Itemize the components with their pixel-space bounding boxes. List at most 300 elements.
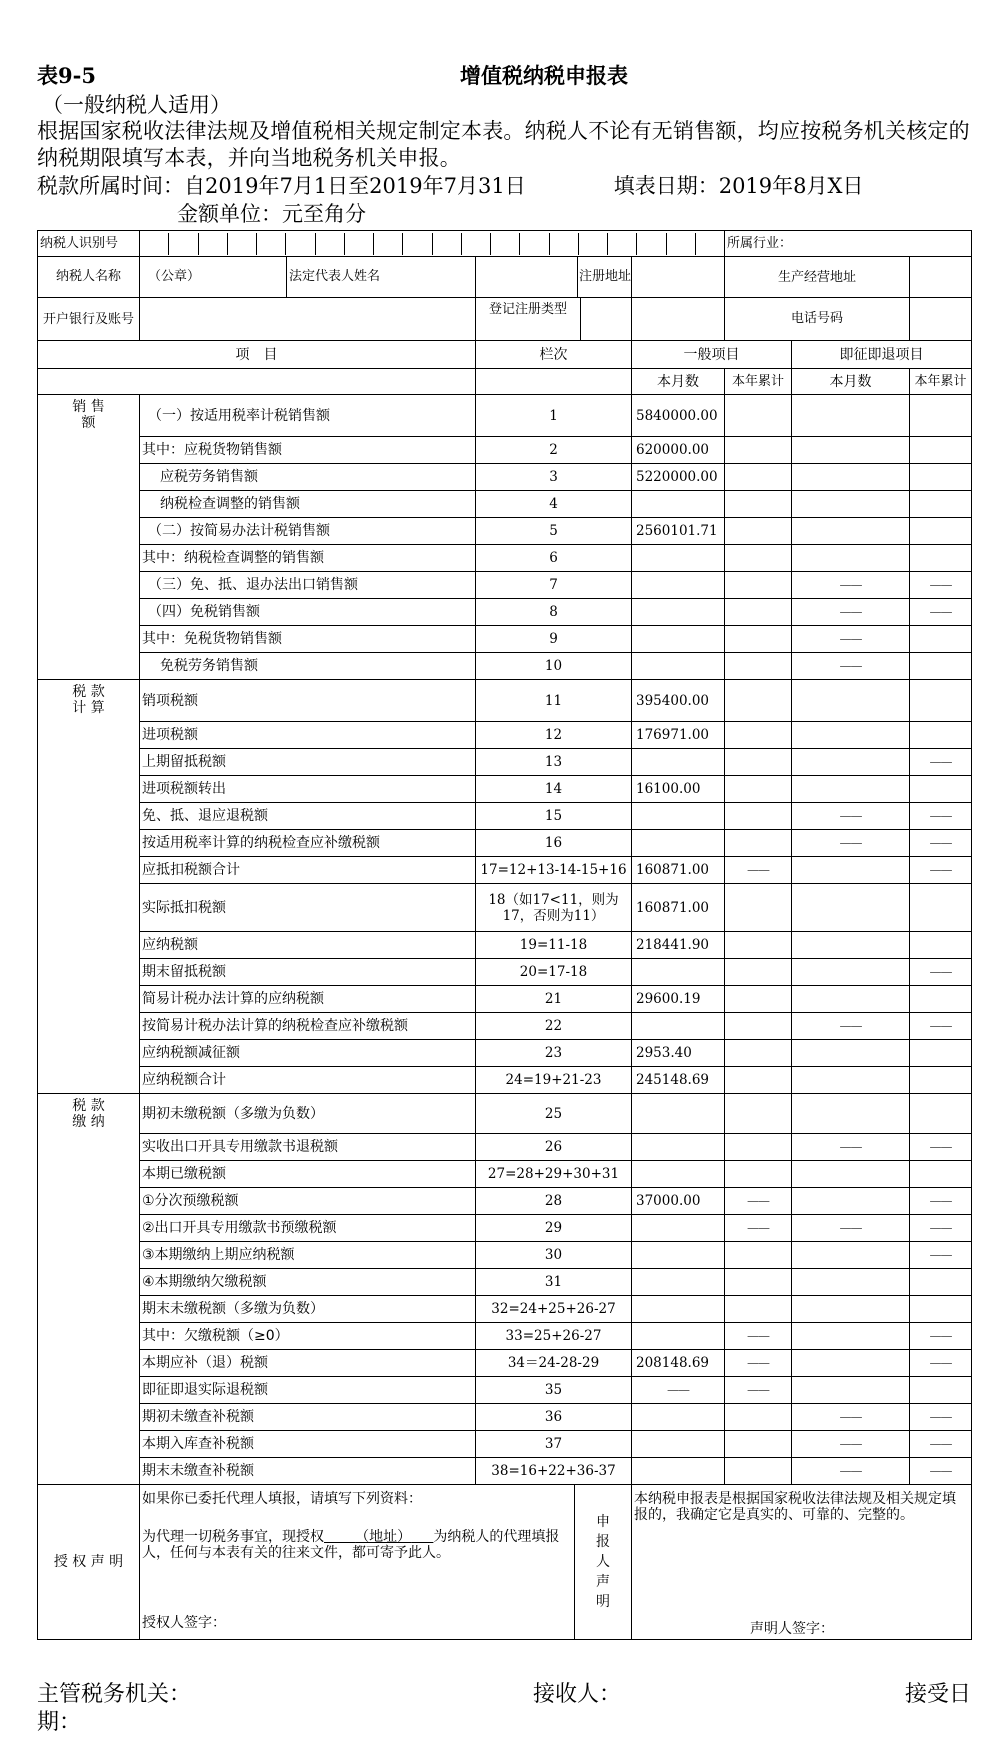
cell-general-month[interactable] bbox=[632, 1269, 725, 1296]
cell-general-month[interactable] bbox=[632, 749, 725, 776]
row-line-number: 22 bbox=[476, 1013, 632, 1040]
cell-refund-month[interactable] bbox=[792, 884, 910, 932]
cell-refund-ytd[interactable] bbox=[910, 1161, 972, 1188]
table-row bbox=[38, 1431, 972, 1458]
cell-general-month[interactable] bbox=[632, 830, 725, 857]
col-item-header: 项 目 bbox=[38, 341, 476, 369]
table-row bbox=[38, 599, 972, 626]
industry-label: 所属行业： bbox=[725, 231, 972, 257]
cell-general-ytd[interactable] bbox=[725, 437, 792, 464]
cell-general-ytd[interactable] bbox=[725, 1134, 792, 1161]
cell-refund-ytd: —— bbox=[910, 1134, 972, 1161]
biz-address-field[interactable] bbox=[910, 257, 972, 298]
table-row bbox=[38, 395, 972, 437]
cell-general-ytd: —— bbox=[725, 1377, 792, 1404]
cell-refund-ytd[interactable] bbox=[910, 545, 972, 572]
cell-refund-ytd[interactable] bbox=[910, 518, 972, 545]
cell-refund-ytd[interactable] bbox=[910, 1040, 972, 1067]
row-item-label: 本期应补（退）税额 bbox=[140, 1350, 476, 1377]
section-spacer bbox=[38, 437, 140, 464]
row-line-number: 21 bbox=[476, 986, 632, 1013]
col-refund-header: 即征即退项目 bbox=[792, 341, 972, 369]
cell-refund-ytd: —— bbox=[910, 1242, 972, 1269]
row-line-number: 35 bbox=[476, 1377, 632, 1404]
section-spacer bbox=[38, 830, 140, 857]
form-subtitle: （一般纳税人适用） bbox=[42, 93, 231, 117]
section-spacer bbox=[38, 884, 140, 932]
cell-general-month[interactable] bbox=[632, 1431, 725, 1458]
table-row bbox=[38, 464, 972, 491]
col-refund-month: 本月数 bbox=[792, 369, 910, 395]
row-line-number: 2 bbox=[476, 437, 632, 464]
cell-refund-ytd[interactable] bbox=[910, 437, 972, 464]
cell-refund-ytd: —— bbox=[910, 1350, 972, 1377]
bank-label: 开户银行及账号 bbox=[38, 298, 140, 341]
cell-general-ytd[interactable] bbox=[725, 1094, 792, 1134]
section-spacer bbox=[38, 1134, 140, 1161]
section-spacer bbox=[38, 599, 140, 626]
table-row bbox=[38, 1161, 972, 1188]
section-spacer bbox=[38, 803, 140, 830]
cell-refund-ytd: —— bbox=[910, 1323, 972, 1350]
form-title: 增值税纳税申报表 bbox=[460, 64, 628, 88]
legal-rep-field[interactable] bbox=[476, 257, 632, 298]
cell-general-ytd[interactable] bbox=[725, 1161, 792, 1188]
row-line-number: 37 bbox=[476, 1431, 632, 1458]
cell-general-ytd: —— bbox=[725, 1188, 792, 1215]
cell-refund-month[interactable] bbox=[792, 491, 910, 518]
cell-general-month[interactable] bbox=[632, 959, 725, 986]
table-row bbox=[38, 857, 972, 884]
cell-refund-month[interactable] bbox=[792, 518, 910, 545]
cell-refund-month: —— bbox=[792, 1134, 910, 1161]
cell-refund-ytd[interactable] bbox=[910, 1269, 972, 1296]
cell-refund-ytd[interactable] bbox=[910, 776, 972, 803]
cell-refund-ytd[interactable] bbox=[910, 932, 972, 959]
cell-general-ytd[interactable] bbox=[725, 1040, 792, 1067]
cell-refund-ytd[interactable] bbox=[910, 884, 972, 932]
cell-general-month[interactable] bbox=[632, 653, 725, 680]
declarant-signature: 声明人签字： bbox=[750, 1621, 834, 1637]
section-spacer bbox=[38, 464, 140, 491]
row-item-label: 本期入库查补税额 bbox=[140, 1431, 476, 1458]
table-row bbox=[38, 1296, 972, 1323]
cell-general-ytd[interactable] bbox=[725, 491, 792, 518]
declarant-statement: 本纳税申报表是根据国家税收法律法规及相关规定填报的，我确定它是真实的、可靠的、完整的。 声明人签字： bbox=[632, 1485, 972, 1640]
legal-rep-label: 法定代表人姓名 bbox=[286, 257, 380, 297]
cell-refund-ytd[interactable] bbox=[910, 1377, 972, 1404]
cell-general-ytd[interactable] bbox=[725, 1013, 792, 1040]
row-item-label: 本期已缴税额 bbox=[140, 1161, 476, 1188]
row-line-number: 6 bbox=[476, 545, 632, 572]
cell-general-month[interactable] bbox=[632, 803, 725, 830]
cell-refund-ytd[interactable] bbox=[910, 491, 972, 518]
section-spacer bbox=[38, 626, 140, 653]
row-line-number: 29 bbox=[476, 1215, 632, 1242]
cell-refund-month[interactable] bbox=[792, 680, 910, 722]
cell-refund-month: —— bbox=[792, 1431, 910, 1458]
section-spacer bbox=[38, 749, 140, 776]
cell-general-month[interactable]: 160871.00 bbox=[632, 857, 725, 884]
col-line-header: 栏次 bbox=[476, 341, 632, 369]
row-item-label: 应抵扣税额合计 bbox=[140, 857, 476, 884]
section-spacer bbox=[38, 1296, 140, 1323]
row-item-label: 纳税检查调整的销售额 bbox=[140, 491, 476, 518]
row-item-label: （四）免税销售额 bbox=[140, 599, 476, 626]
table-row bbox=[38, 1404, 972, 1431]
section-spacer bbox=[38, 1215, 140, 1242]
row-item-label: 实际抵扣税额 bbox=[140, 884, 476, 932]
bank-field[interactable] bbox=[140, 298, 476, 341]
section-spacer bbox=[38, 653, 140, 680]
biz-address-label: 生产经营地址 bbox=[725, 257, 910, 298]
row-line-number: 9 bbox=[476, 626, 632, 653]
table-row bbox=[38, 1134, 972, 1161]
cell-general-month[interactable] bbox=[632, 545, 725, 572]
auth-address: （地址） bbox=[355, 1529, 412, 1545]
section-spacer bbox=[38, 1458, 140, 1485]
cell-refund-month: —— bbox=[792, 1404, 910, 1431]
cell-general-ytd[interactable] bbox=[725, 959, 792, 986]
table-row bbox=[38, 1094, 972, 1134]
cell-refund-month: —— bbox=[792, 830, 910, 857]
table-row bbox=[38, 653, 972, 680]
cell-refund-month[interactable] bbox=[792, 1269, 910, 1296]
phone-label: 电话号码 bbox=[725, 298, 910, 341]
cell-general-ytd[interactable] bbox=[725, 1431, 792, 1458]
table-row bbox=[38, 932, 972, 959]
cell-refund-ytd[interactable] bbox=[910, 653, 972, 680]
cell-refund-month[interactable] bbox=[792, 749, 910, 776]
row-item-label: 销项税额 bbox=[140, 680, 476, 722]
auth-label: 授 权 声 明 bbox=[38, 1485, 140, 1640]
cell-general-ytd: —— bbox=[725, 1350, 792, 1377]
info-row-3 bbox=[38, 298, 972, 341]
cell-refund-month[interactable] bbox=[792, 959, 910, 986]
table-row bbox=[38, 1323, 972, 1350]
cell-general-month[interactable] bbox=[632, 1094, 725, 1134]
table-row bbox=[38, 1350, 972, 1377]
cell-refund-month: —— bbox=[792, 1215, 910, 1242]
row-line-number: 11 bbox=[476, 680, 632, 722]
row-item-label: 期末未缴查补税额 bbox=[140, 1458, 476, 1485]
row-item-label: 即征即退实际退税额 bbox=[140, 1377, 476, 1404]
cell-general-ytd[interactable] bbox=[725, 680, 792, 722]
cell-general-month[interactable] bbox=[632, 599, 725, 626]
cell-general-month[interactable]: 176971.00 bbox=[632, 722, 725, 749]
row-item-label: （三）免、抵、退办法出口销售额 bbox=[140, 572, 476, 599]
row-line-number: 7 bbox=[476, 572, 632, 599]
cell-general-month[interactable]: 160871.00 bbox=[632, 884, 725, 932]
cell-refund-ytd: —— bbox=[910, 1188, 972, 1215]
period-line bbox=[37, 172, 977, 228]
section-spacer bbox=[38, 1431, 140, 1458]
col-refund-ytd: 本年累计 bbox=[910, 369, 972, 395]
cell-refund-ytd[interactable] bbox=[910, 722, 972, 749]
cell-refund-ytd: —— bbox=[910, 599, 972, 626]
section-spacer bbox=[38, 1040, 140, 1067]
table-row bbox=[38, 884, 972, 932]
row-item-label: 其中：应税货物销售额 bbox=[140, 437, 476, 464]
cell-refund-month[interactable] bbox=[792, 437, 910, 464]
auth-line1: 如果你已委托代理人填报，请填写下列资料： bbox=[142, 1491, 422, 1507]
row-item-label: 期末未缴税额（多缴为负数） bbox=[140, 1296, 476, 1323]
period-value: 自2019年7月1日至2019年7月31日 bbox=[184, 174, 526, 198]
cell-refund-ytd: —— bbox=[910, 1404, 972, 1431]
section-spacer bbox=[38, 857, 140, 884]
table-row bbox=[38, 776, 972, 803]
cell-general-ytd[interactable] bbox=[725, 1269, 792, 1296]
table-row bbox=[38, 518, 972, 545]
table-row bbox=[38, 1067, 972, 1094]
table-row bbox=[38, 830, 972, 857]
reg-type-field[interactable] bbox=[632, 298, 725, 341]
row-line-number: 15 bbox=[476, 803, 632, 830]
cell-general-month[interactable]: 16100.00 bbox=[632, 776, 725, 803]
row-line-number: 34＝24-28-29 bbox=[476, 1350, 632, 1377]
table-row bbox=[38, 1188, 972, 1215]
cell-general-ytd[interactable] bbox=[725, 803, 792, 830]
cell-refund-month[interactable] bbox=[792, 1188, 910, 1215]
row-line-number: 36 bbox=[476, 1404, 632, 1431]
cell-refund-ytd[interactable] bbox=[910, 395, 972, 437]
table-row bbox=[38, 1013, 972, 1040]
cell-general-ytd[interactable] bbox=[725, 572, 792, 599]
cell-general-month[interactable] bbox=[632, 1134, 725, 1161]
cell-refund-month[interactable] bbox=[792, 1323, 910, 1350]
cell-refund-ytd[interactable] bbox=[910, 626, 972, 653]
table-row bbox=[38, 680, 972, 722]
cell-general-ytd[interactable] bbox=[725, 464, 792, 491]
cell-general-ytd[interactable] bbox=[725, 518, 792, 545]
row-line-number: 17=12+13-14-15+16 bbox=[476, 857, 632, 884]
cell-general-month[interactable]: 2560101.71 bbox=[632, 518, 725, 545]
cell-refund-ytd: —— bbox=[910, 1431, 972, 1458]
cell-general-ytd[interactable] bbox=[725, 884, 792, 932]
row-line-number: 27=28+29+30+31 bbox=[476, 1161, 632, 1188]
cell-general-month[interactable]: 5220000.00 bbox=[632, 464, 725, 491]
cell-general-ytd[interactable] bbox=[725, 986, 792, 1013]
cell-refund-ytd: —— bbox=[910, 1013, 972, 1040]
cell-refund-month: —— bbox=[792, 803, 910, 830]
footer-receiver: 接收人： bbox=[533, 1682, 622, 1707]
cell-general-ytd[interactable] bbox=[725, 1296, 792, 1323]
cell-refund-month[interactable] bbox=[792, 722, 910, 749]
table-row bbox=[38, 803, 972, 830]
cell-refund-month[interactable] bbox=[792, 1377, 910, 1404]
row-item-label: 期末留抵税额 bbox=[140, 959, 476, 986]
section-spacer bbox=[38, 1242, 140, 1269]
reg-address-label: 注册地址 bbox=[577, 257, 631, 297]
cell-refund-month: —— bbox=[792, 626, 910, 653]
cell-refund-month[interactable] bbox=[792, 1161, 910, 1188]
cell-refund-month: —— bbox=[792, 599, 910, 626]
auth-line2b: 为纳税人的代理填报人，任何与本表有关的往来文件，都可寄予此人。 bbox=[142, 1529, 560, 1561]
cell-general-month[interactable]: 29600.19 bbox=[632, 986, 725, 1013]
cell-general-month[interactable] bbox=[632, 1296, 725, 1323]
unit-value: 元至角分 bbox=[282, 202, 366, 226]
cell-general-ytd: —— bbox=[725, 857, 792, 884]
cell-general-ytd[interactable] bbox=[725, 722, 792, 749]
cell-general-month[interactable]: 620000.00 bbox=[632, 437, 725, 464]
row-line-number: 13 bbox=[476, 749, 632, 776]
cell-general-ytd[interactable] bbox=[725, 1458, 792, 1485]
cell-general-ytd[interactable] bbox=[725, 776, 792, 803]
section-spacer bbox=[38, 572, 140, 599]
cell-refund-ytd[interactable] bbox=[910, 464, 972, 491]
row-item-label: 上期留抵税额 bbox=[140, 749, 476, 776]
cell-general-ytd[interactable] bbox=[725, 599, 792, 626]
table-row bbox=[38, 1040, 972, 1067]
cell-general-month[interactable] bbox=[632, 491, 725, 518]
cell-refund-month: —— bbox=[792, 572, 910, 599]
intro-paragraph: 根据国家税收法律法规及增值税相关规定制定本表。纳税人不论有无销售额，均应按税务机关核定的纳税期限填写本表，并向当地税务机关申报。 bbox=[37, 119, 970, 170]
section-spacer bbox=[38, 1323, 140, 1350]
taxpayer-name-field[interactable] bbox=[140, 257, 476, 298]
cell-general-ytd[interactable] bbox=[725, 749, 792, 776]
cell-general-month[interactable] bbox=[632, 1215, 725, 1242]
table-row bbox=[38, 986, 972, 1013]
cell-general-ytd[interactable] bbox=[725, 1067, 792, 1094]
cell-refund-month[interactable] bbox=[792, 464, 910, 491]
unit-label: 金额单位： bbox=[177, 202, 282, 226]
cell-refund-month[interactable] bbox=[792, 395, 910, 437]
row-line-number: 12 bbox=[476, 722, 632, 749]
section-spacer bbox=[38, 959, 140, 986]
row-item-label: 期初未缴税额（多缴为负数） bbox=[140, 1094, 476, 1134]
cell-general-ytd[interactable] bbox=[725, 653, 792, 680]
cell-general-month[interactable]: 218441.90 bbox=[632, 932, 725, 959]
section-spacer bbox=[38, 1161, 140, 1188]
cell-refund-month[interactable] bbox=[792, 1040, 910, 1067]
row-line-number: 8 bbox=[476, 599, 632, 626]
cell-general-month[interactable] bbox=[632, 1458, 725, 1485]
section-spacer bbox=[38, 776, 140, 803]
cell-refund-month[interactable] bbox=[792, 1067, 910, 1094]
cell-general-ytd[interactable] bbox=[725, 626, 792, 653]
cell-general-month[interactable]: 37000.00 bbox=[632, 1188, 725, 1215]
cell-refund-ytd: —— bbox=[910, 1215, 972, 1242]
cell-refund-ytd[interactable] bbox=[910, 986, 972, 1013]
table-row bbox=[38, 1215, 972, 1242]
cell-refund-ytd[interactable] bbox=[910, 1094, 972, 1134]
row-line-number: 1 bbox=[476, 395, 632, 437]
cell-general-month[interactable] bbox=[632, 1242, 725, 1269]
row-item-label: 免税劳务销售额 bbox=[140, 653, 476, 680]
fill-date-label: 填表日期： bbox=[613, 174, 719, 198]
row-item-label: 应纳税额减征额 bbox=[140, 1040, 476, 1067]
row-item-label: 免、抵、退应退税额 bbox=[140, 803, 476, 830]
cell-refund-month[interactable] bbox=[792, 986, 910, 1013]
data-rows bbox=[38, 395, 972, 1485]
cell-general-month[interactable]: 395400.00 bbox=[632, 680, 725, 722]
cell-refund-ytd: —— bbox=[910, 749, 972, 776]
table-row bbox=[38, 1242, 972, 1269]
cell-refund-ytd: —— bbox=[910, 1458, 972, 1485]
row-line-number: 10 bbox=[476, 653, 632, 680]
cell-general-month: —— bbox=[632, 1377, 725, 1404]
section-label-calc: 税 款 计 算 bbox=[38, 680, 140, 722]
auth-signature: 授权人签字： bbox=[142, 1615, 226, 1631]
cell-general-month[interactable]: 245148.69 bbox=[632, 1067, 725, 1094]
cell-refund-month[interactable] bbox=[792, 1350, 910, 1377]
cell-refund-ytd: —— bbox=[910, 830, 972, 857]
cell-general-month[interactable] bbox=[632, 1323, 725, 1350]
row-item-label: 其中：欠缴税额（≥0） bbox=[140, 1323, 476, 1350]
table-row bbox=[38, 722, 972, 749]
auth-line2a: 为代理一切税务事宜，现授权 bbox=[142, 1529, 324, 1545]
phone-field[interactable] bbox=[910, 298, 972, 341]
section-spacer bbox=[38, 545, 140, 572]
row-item-label: 进项税额转出 bbox=[140, 776, 476, 803]
col-general-month: 本月数 bbox=[632, 369, 725, 395]
cell-general-month[interactable] bbox=[632, 1013, 725, 1040]
auth-row bbox=[38, 1485, 972, 1640]
cell-refund-ytd[interactable] bbox=[910, 680, 972, 722]
cell-general-month[interactable]: 5840000.00 bbox=[632, 395, 725, 437]
cell-general-ytd[interactable] bbox=[725, 1242, 792, 1269]
cell-general-ytd[interactable] bbox=[725, 830, 792, 857]
row-item-label: ①分次预缴税额 bbox=[140, 1188, 476, 1215]
section-spacer bbox=[38, 1404, 140, 1431]
cell-refund-month[interactable] bbox=[792, 932, 910, 959]
row-item-label: ②出口开具专用缴款书预缴税额 bbox=[140, 1215, 476, 1242]
cell-refund-month[interactable] bbox=[792, 776, 910, 803]
row-line-number: 16 bbox=[476, 830, 632, 857]
cell-general-month[interactable] bbox=[632, 626, 725, 653]
row-line-number: 33=25+26-27 bbox=[476, 1323, 632, 1350]
cell-refund-ytd[interactable] bbox=[910, 1067, 972, 1094]
cell-general-month[interactable] bbox=[632, 1161, 725, 1188]
row-item-label: 应纳税额合计 bbox=[140, 1067, 476, 1094]
cell-general-ytd[interactable] bbox=[725, 932, 792, 959]
cell-refund-month[interactable] bbox=[792, 545, 910, 572]
section-spacer bbox=[38, 932, 140, 959]
taxpayer-id-boxes[interactable] bbox=[140, 231, 725, 257]
auth-statement bbox=[140, 1485, 632, 1640]
info-row-2 bbox=[38, 257, 972, 298]
cell-general-month[interactable]: 2953.40 bbox=[632, 1040, 725, 1067]
table-row bbox=[38, 1377, 972, 1404]
row-line-number: 20=17-18 bbox=[476, 959, 632, 986]
cell-general-month[interactable]: 208148.69 bbox=[632, 1350, 725, 1377]
row-item-label: 应纳税额 bbox=[140, 932, 476, 959]
cell-refund-month[interactable] bbox=[792, 1242, 910, 1269]
cell-refund-month[interactable] bbox=[792, 1296, 910, 1323]
cell-refund-ytd: —— bbox=[910, 959, 972, 986]
cell-general-ytd[interactable] bbox=[725, 545, 792, 572]
cell-general-ytd[interactable] bbox=[725, 1404, 792, 1431]
reg-type-cell bbox=[476, 298, 632, 341]
row-line-number: 23 bbox=[476, 1040, 632, 1067]
declaration-table bbox=[37, 230, 972, 1640]
taxpayer-id-label: 纳税人识别号 bbox=[38, 231, 140, 257]
row-item-label: ③本期缴纳上期应纳税额 bbox=[140, 1242, 476, 1269]
cell-general-ytd[interactable] bbox=[725, 395, 792, 437]
cell-refund-ytd[interactable] bbox=[910, 1296, 972, 1323]
row-line-number: 24=19+21-23 bbox=[476, 1067, 632, 1094]
cell-general-month[interactable] bbox=[632, 1404, 725, 1431]
row-line-number: 31 bbox=[476, 1269, 632, 1296]
reg-address-field[interactable] bbox=[632, 257, 725, 298]
row-line-number: 30 bbox=[476, 1242, 632, 1269]
cell-refund-month[interactable] bbox=[792, 1094, 910, 1134]
row-item-label: 按适用税率计算的纳税检查应补缴税额 bbox=[140, 830, 476, 857]
row-item-label: 其中：免税货物销售额 bbox=[140, 626, 476, 653]
section-label-sales: 销 售 额 bbox=[38, 395, 140, 437]
cell-general-month[interactable] bbox=[632, 572, 725, 599]
cell-refund-month[interactable] bbox=[792, 857, 910, 884]
